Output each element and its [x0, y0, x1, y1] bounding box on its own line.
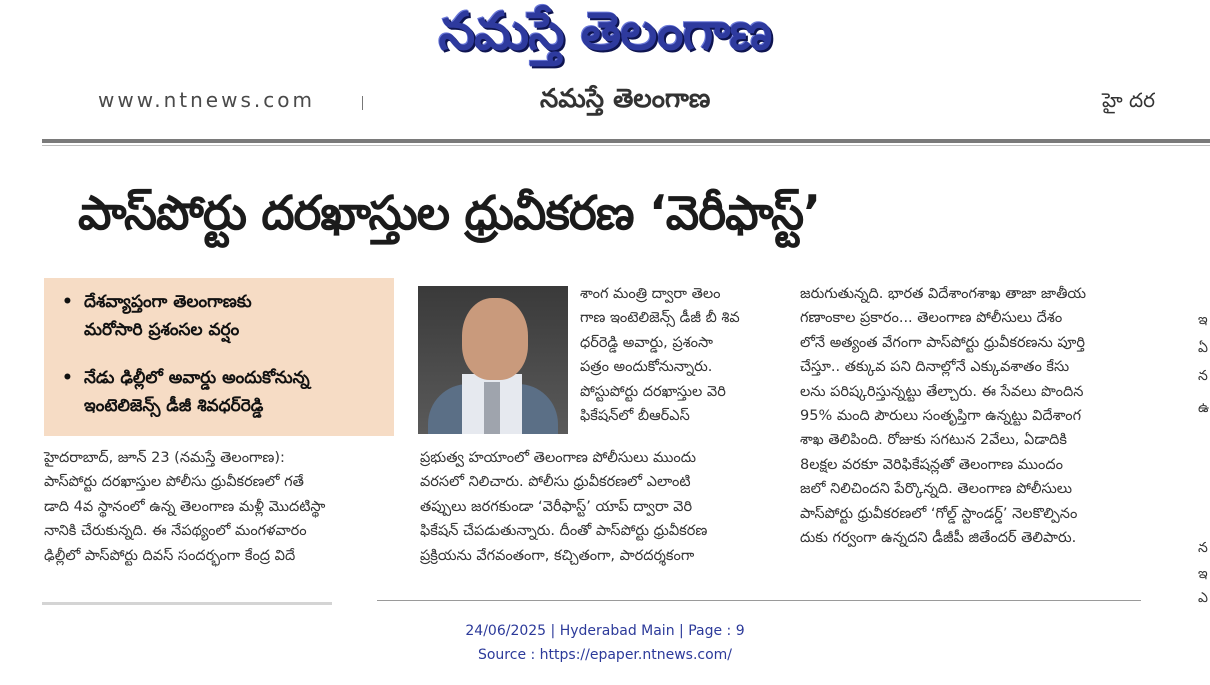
text-line: తప్పులు జరగకుండా ‘వెరీఫాస్ట్’ యాప్ ద్వారా వెరి [420, 498, 693, 515]
column-2-top [580, 282, 740, 428]
strip-website: www.ntnews.com [98, 88, 315, 112]
column-3 [800, 282, 1086, 550]
strip-paper-name: నమస్తే తెలంగాణ [540, 84, 711, 114]
text-line: పత్రం అందుకోనున్నారు. [580, 359, 713, 376]
text-line: పాస్‌పోర్టు ధ్రువీకరణలో ‘గోల్డ్ స్టాండర్డ్’ నెలకొల్పినం [800, 505, 1078, 522]
top-rule-thin [42, 145, 1210, 146]
text-line: జలో నిలిచిందని పేర్కొన్నది. తెలంగాణ పోలీసులు [800, 481, 1073, 498]
edge-fragment: న [1198, 540, 1208, 556]
text-line: 95% మంది పౌరులు సంతృప్తిగా ఉన్నట్టు విదేశాంగ [800, 408, 1082, 425]
official-portrait-photo [418, 286, 568, 434]
bottom-rule-left [42, 602, 332, 605]
text-line: దుకు గర్వంగా ఉన్నదని డీజీపీ జితేందర్ తెలిపారు. [800, 530, 1077, 547]
highlight-item [62, 288, 392, 344]
text-line: పాస్‌పోర్టు దరఖాస్తుల పోలీసు ధ్రువీకరణలో గతే [44, 474, 304, 491]
edge-fragment: ఉ [1198, 400, 1210, 416]
text-line: హైదరాబాద్, జూన్ 23 (నమస్తే తెలంగాణ): [44, 450, 285, 466]
text-line: లోనే అత్యంత వేగంగా పాస్‌పోర్టు ధ్రువీకరణను పూర్తి [800, 334, 1085, 351]
text-line: శాఖ తెలిపింది. రోజుకు సగటున 2వేలు, ఏడాదికి [800, 432, 1067, 449]
text-line: వరసలో నిలిచారు. పోలీసు ధ్రువీకరణలో ఎలాంటి [420, 474, 691, 491]
text-line: ఫికేషన్ చేపడుతున్నారు. దీంతో పాస్‌పోర్టు ధ్రువీకరణ [420, 523, 708, 540]
masthead-logo: నమస్తే తెలంగాణ [438, 2, 772, 62]
text-line: డాది 4వ స్థానంలో ఉన్న తెలంగాణ మళ్లీ మొదటిస్థా [44, 498, 326, 515]
text-line: ఫికేషన్‌లో బీఆర్‌ఎస్ [580, 408, 690, 425]
text-line: జరుగుతున్నది. భారత విదేశాంగశాఖ తాజా జాతీయ [800, 286, 1087, 302]
photo-tie [484, 382, 500, 434]
text-line: 8లక్షల వరకూ వెరిఫికేషన్లతో తెలంగాణ ముందం [800, 456, 1063, 473]
text-line: నానికి చేరుకున్నది. ఈ నేపథ్యంలో మంగళవారం [44, 523, 307, 540]
edge-fragment: ఏ [1198, 340, 1208, 356]
strip-edition: హై దర [1102, 88, 1155, 112]
text-line: ధర్‌రెడ్డి అవార్డు, ప్రశంసా [580, 334, 713, 351]
edge-fragment: ఇ [1198, 566, 1208, 582]
text-line: శాంగ మంత్రి ద్వారా తెలం [580, 286, 721, 302]
bullet-icon: • [62, 368, 73, 388]
edge-fragment: ఇ [1198, 312, 1208, 328]
column-1 [44, 446, 394, 568]
bullet-icon: • [62, 292, 73, 312]
text-line: ఢిల్లీలో పాస్‌పోర్టు దివస్ సందర్భంగా కేంద్ర విదే [44, 547, 296, 564]
highlight-line: దేశవ్యాప్తంగా తెలంగాణకు [84, 292, 252, 312]
text-line: గాణ ఇంటెలిజెన్స్ డీజీ బీ శివ [580, 310, 740, 327]
text-line: లను పరిష్కరిస్తున్నట్టు తేల్చారు. ఈ సేవలు పొందిన [800, 383, 1084, 400]
edge-fragment: న [1198, 368, 1208, 384]
column-2-bottom [420, 446, 707, 568]
text-line: చేస్తూ.. తక్కువ పని దినాల్లోనే ఎక్కువశాతం కేసు [800, 359, 1070, 376]
text-line: గణాంకాల ప్రకారం... తెలంగాణ పోలీసులు దేశం [800, 310, 1063, 327]
highlights-box [44, 278, 394, 436]
footer-source: Source : https://epaper.ntnews.com/ [477, 647, 733, 663]
article-headline: పాస్‌పోర్టు దరఖాస్తుల ధ్రువీకరణ ‘వెరీఫాస్ట్’ [78, 186, 820, 241]
text-line: ప్రభుత్వ హయాంలో తెలంగాణ పోలీసులు ముందు [420, 450, 696, 466]
text-line: పోస్టుపోర్టు దరఖాస్తుల వెరి [580, 383, 726, 400]
strip-separator [362, 96, 363, 110]
photo-face [462, 298, 528, 380]
edge-fragment: ఎ [1198, 590, 1208, 606]
highlight-item [62, 364, 392, 420]
highlight-line: నేడు ఢిల్లీలో అవార్డు అందుకోనున్న [84, 368, 310, 388]
masthead-strip [0, 80, 1210, 116]
footer-date-edition: 24/06/2025 | Hyderabad Main | Page : 9 [465, 623, 745, 639]
top-rule [42, 139, 1210, 143]
highlight-line: ఇంటెలిజెన్స్ డీజీ శివధర్‌రెడ్డి [84, 396, 264, 416]
highlight-line: మరోసారి ప్రశంసల వర్షం [84, 320, 240, 340]
bottom-rule-right [377, 600, 1141, 601]
text-line: ప్రక్రియను వేగవంతంగా, కచ్చితంగా, పారదర్శకంగా [420, 547, 695, 564]
